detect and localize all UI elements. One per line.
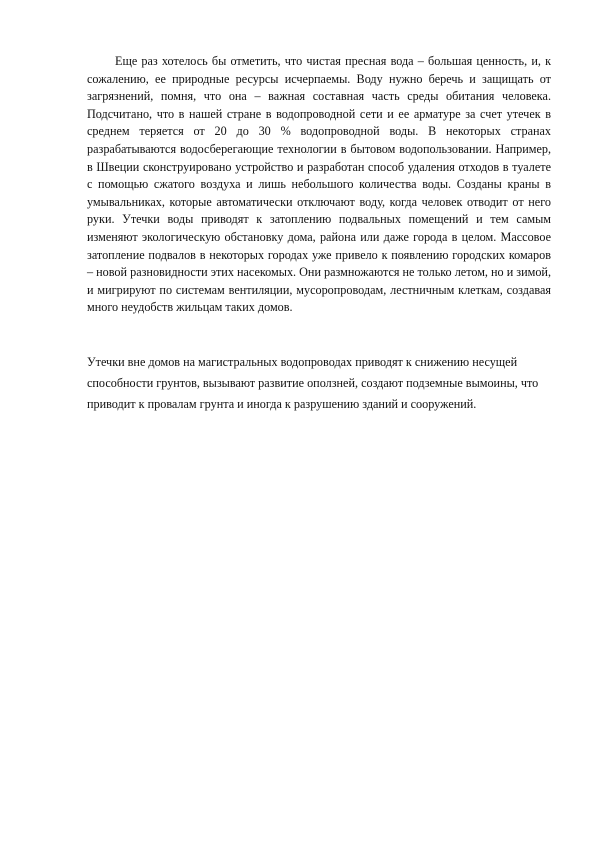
body-paragraph-water-conservation: Еще раз хотелось бы отметить, что чистая пресная вода – большая ценность, и, к сожалению, ее природные ресурсы исчерпаемы. Воду нужно беречь и защищать от загрязнений, помня, что она – важная составная часть среды обитания человека. Подсчитано, что в нашей стране в водопроводной сети и ее арматуре за счет утечек в среднем теряется от 20 до 30 % водопроводной воды. В некоторых странах разрабатываются водосберегающие технологии в бытовом водопользовании. Например, в Швеции сконструировано устройство и разработан способ удаления отходов в туалете с помощью сжатого воздуха и лишь небольшого количества воды. Созданы краны в умывальниках, которые автоматически отключают воду, когда человек отводит от него руки. Утечки воды приводят к затоплению подвальных помещений и тем самым изменяют экологическую обстановку дома, района или даже города в целом. Массовое затопление подвалов в некоторых городах уже привело к появлению городских комаров – новой разновидности этих насекомых. Они размножаются не только летом, но и зимой, и мигрируют по системам вентиляции, мусоропроводам, лестничным клеткам, создавая много неудобств жильцам таких домов. [87,54,551,315]
body-paragraph-water-main-leaks: Утечки вне домов на магистральных водопроводах приводят к снижению несущей способности грунтов, вызывают развитие оползней, создают подземные вымоины, что приводит к провалам грунта и иногда к разрушению зданий и сооружений. [87,355,539,411]
